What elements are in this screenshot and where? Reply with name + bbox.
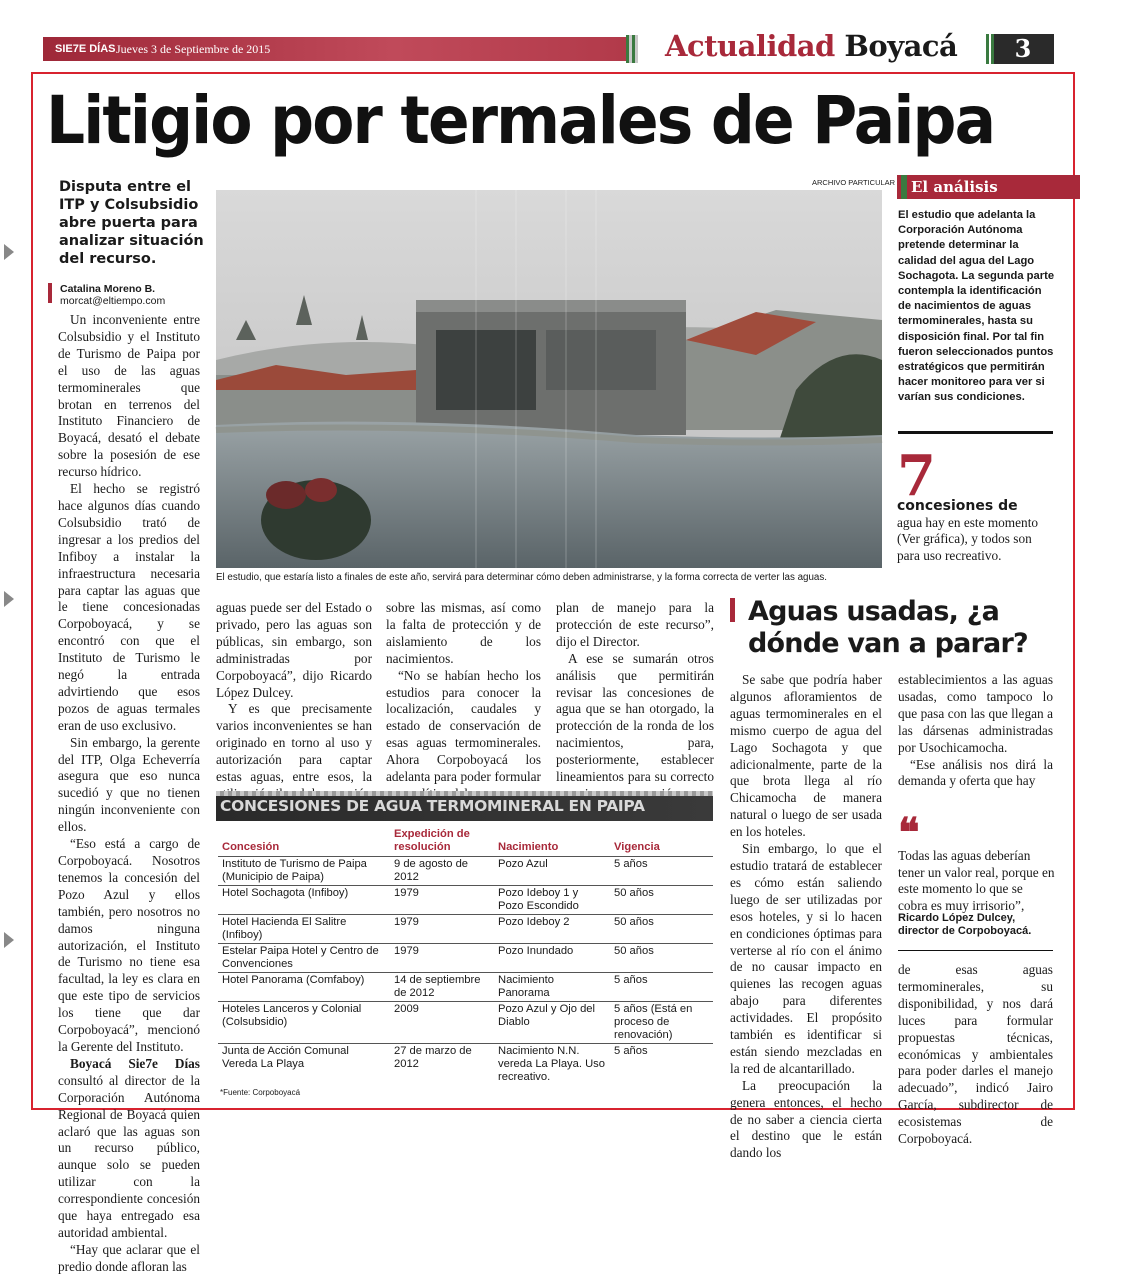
story-marker bbox=[730, 598, 735, 622]
stat-description: agua hay en este momento (Ver gráfica), y todos son para uso recreativo. bbox=[897, 514, 1039, 563]
paragraph: Un inconveniente entre Colsubsidio y el Instituto de Turismo de Paipa por el uso de las aguas termominerales que brotan en terrenos del Instituto Financiero de Boyacá, desató el debate sobre la posesión de ese recurso hídrico. bbox=[58, 312, 200, 480]
table-row bbox=[218, 944, 713, 973]
table-cell: Nacimiento Panorama bbox=[494, 973, 610, 1002]
table-cell: Hotel Panorama (Comfaboy) bbox=[218, 973, 390, 1002]
publication-date: Jueves 3 de Septiembre de 2015 bbox=[116, 42, 271, 56]
author-email: morcat@eltiempo.com bbox=[60, 295, 166, 307]
table-cell: Hoteles Lanceros y Colonial (Colsubsidio) bbox=[218, 1002, 390, 1044]
article-column-1 bbox=[58, 312, 200, 1276]
stat-number: 7 bbox=[897, 443, 936, 509]
paragraph: El hecho se registró hace algunos días cuando Colsubsidio trató de ingresar a los predios del Infiboy a instalar la infraestructura necesaria para captar las aguas que le tiene concesionadas Corpoboyacá, y se encontró con que el Instituto de Turismo le negó la entrada advirtiendo que esos pozos de aguas termales eran de uso exclusivo. bbox=[58, 481, 200, 733]
table-cell: 5 años bbox=[614, 1045, 648, 1057]
table-cell: Junta de Acción Comunal Vereda La Playa bbox=[222, 1045, 349, 1070]
table-cell: 50 años bbox=[610, 886, 713, 915]
paragraph: Sin embargo, la gerente del ITP, Olga Echeverría asegura que eso nunca sucedió y que no tienen ningún inconveniente con ellos. bbox=[58, 734, 200, 835]
paragraph: “No se habían hecho los estudios para conocer la localización, caudales y estado de conservación de esas aguas termominerales. Ahora Corpoboyacá los adelanta para poder formular bbox=[386, 667, 541, 785]
table-header-row bbox=[218, 828, 713, 857]
paper-name: SIE7E DÍAS bbox=[55, 43, 116, 55]
column-header: Vigencia bbox=[610, 828, 713, 857]
table-cell: Nacimiento N.N. vereda La Playa. Uso recreativo. bbox=[498, 1045, 605, 1083]
column-header: Concesión bbox=[218, 828, 390, 857]
secondary-column-1 bbox=[730, 672, 882, 1162]
table-title: CONCESIONES DE AGUA TERMOMINERAL EN PAIPA bbox=[216, 791, 713, 821]
article-column-3 bbox=[386, 600, 541, 803]
quote-icon: ❝ bbox=[898, 809, 920, 856]
table-cell: 5 años bbox=[610, 857, 713, 886]
table-cell: 5 años (Está en proceso de renovación) bbox=[610, 1002, 713, 1044]
header-stripes bbox=[626, 35, 638, 63]
author-name: Catalina Moreno B. bbox=[60, 283, 156, 295]
margin-marker bbox=[4, 932, 14, 948]
pull-quote: Todas las aguas deberían tener un valor real, porque en este momento lo que se cobra es muy irrisorio”, bbox=[898, 848, 1055, 913]
quote-author: Ricardo López Dulcey, director de Corpoboyacá. bbox=[898, 912, 1032, 937]
paragraph-text: consultó al director de la Corporación Autónoma Regional de Boyacá quien aclaró que las aguas son un recurso público, aunque solo se pueden utilizar con la correspondiente concesión que haya entregado esa autoridad ambiental. bbox=[58, 1072, 200, 1240]
article-photo bbox=[216, 190, 882, 568]
table-cell: 50 años bbox=[610, 944, 713, 973]
table-cell: Hotel Sochagota (Infiboy) bbox=[218, 886, 390, 915]
paragraph: Y es que precisamente varios inconvenientes se han originado en torno al uso y autorización para captar estas aguas, entre esos, la bbox=[216, 701, 372, 785]
paragraph: “Eso está a cargo de Corpoboyacá. Nosotros tenemos la concesión del Pozo Azul y ellos también, pero nosotros no damos ninguna autorización, el Instituto de Turismo no tiene esa facultad, la ley es clara en que este tipo de servicios los tiene que dar Corpoboyacá”, mencionó la Gerente del Instituto. bbox=[58, 836, 200, 1054]
analysis-heading: El análisis bbox=[897, 175, 1080, 199]
section-title-b: Boyacá bbox=[844, 29, 958, 63]
paper-lead: Boyacá Sie7e Días bbox=[70, 1055, 200, 1071]
stat-text bbox=[897, 498, 1049, 564]
author-marker bbox=[48, 283, 52, 303]
table-cell: 1979 bbox=[390, 944, 494, 973]
table-cell: 1979 bbox=[390, 886, 494, 915]
table-cell: 14 de septiembre de 2012 bbox=[390, 973, 494, 1002]
table-cell: Hotel Hacienda El Salitre (Infiboy) bbox=[218, 915, 390, 944]
paragraph bbox=[58, 1056, 200, 1242]
table-cell: 2009 bbox=[390, 1002, 494, 1044]
paragraph: aguas puede ser del Estado o privado, pero las aguas son públicas, sin embargo, son administradas por Corpoboyacá”, dijo Ricardo López Dulcey. bbox=[216, 600, 372, 700]
photo-thermal-pool bbox=[216, 190, 882, 568]
paragraph: “Ese análisis nos dirá la demanda y oferta que hay bbox=[898, 756, 1053, 789]
paragraph: “Hay que aclarar que el predio donde afloran las bbox=[58, 1241, 200, 1274]
table-cell: Pozo Inundado bbox=[494, 944, 610, 973]
paragraph: establecimientos a las aguas usadas, como tampoco lo que pasa con las que llegan a las dársenas administradas por Usochicamocha. bbox=[898, 672, 1053, 755]
article-column-2 bbox=[216, 600, 372, 803]
table-cell: Instituto de Turismo de Paipa (Municipio de Paipa) bbox=[218, 857, 390, 886]
paragraph: A ese se sumarán otros análisis que permitirán revisar las concesiones de agua que se han otorgado, la protección de la ronda de los nacimientos, para, posteriormente, establecer lineamientos para su correcto bbox=[556, 650, 714, 785]
page-number: 3 bbox=[992, 34, 1054, 64]
paragraph: sobre las mismas, así como la falta de protección y de aislamiento de los nacimientos. bbox=[386, 600, 541, 666]
paragraph: Sin embargo, lo que el estudio tratará de establecer es cómo están saliendo luego de ser utilizadas por esos hoteles, y si lo hacen en condiciones óptimas para verterse al río con el ánimo de no causar impacto en quienes las recogen aguas abajo para diferentes actividades. El propósito también es identificar si están siendo mezcladas en la red de alcantarillado. bbox=[730, 841, 882, 1076]
article-column-4 bbox=[556, 600, 714, 803]
table-row bbox=[218, 886, 713, 915]
table-row bbox=[218, 973, 713, 1002]
paragraph: plan de manejo para la protección de este recurso”, dijo el Director. bbox=[556, 600, 714, 649]
photo-caption: El estudio, que estaría listo a finales de este año, servirá para determinar cómo deben administrarse, y la forma correcta de verter las aguas. bbox=[216, 572, 827, 583]
table-source: *Fuente: Corpoboyacá bbox=[220, 1088, 301, 1097]
table-cell: Pozo Azul bbox=[494, 857, 610, 886]
table-cell: Pozo Ideboy 1 y Pozo Escondido bbox=[494, 886, 610, 915]
secondary-column-2-continued bbox=[898, 962, 1053, 1148]
subheadline: Disputa entre el ITP y Colsubsidio abre puerta para analizar situación del recurso. bbox=[59, 179, 204, 267]
table-cell: 1979 bbox=[390, 915, 494, 944]
analysis-text: El estudio que adelanta la Corporación Autónoma pretende determinar la calidad del agua del Lago Sochagota. La segunda parte contempla la identificación de nacimientos de aguas termominerales, hasta su disposición final. Por tal fin fueron seleccionados puntos estratégicos que permitirán hacer monitoreo para ver si varían sus condiciones. bbox=[898, 209, 1055, 404]
secondary-headline: Aguas usadas, ¿a dónde van a parar? bbox=[748, 596, 1028, 659]
column-header: Nacimiento bbox=[494, 828, 610, 857]
divider bbox=[898, 431, 1053, 434]
headline: Litigio por termales de Paipa bbox=[46, 82, 995, 159]
table-row bbox=[218, 857, 713, 886]
margin-marker bbox=[4, 244, 14, 260]
table-row bbox=[218, 1044, 713, 1086]
concessions-table bbox=[218, 828, 713, 1085]
table-cell: 27 de marzo de 2012 bbox=[394, 1045, 472, 1070]
byline bbox=[60, 283, 165, 307]
table-cell: 50 años bbox=[610, 915, 713, 944]
paragraph: de esas aguas termominerales, su disponibilidad, y nos dará luces para formular propuestas técnicas, económicas y ambientales para poder darles el manejo adecuado”, indicó Jairo García, subdirector de ecosistemas de Corpoboyacá. bbox=[898, 962, 1053, 1147]
photo-credit: ARCHIVO PARTICULAR bbox=[812, 178, 896, 187]
column-header: Expedición de resolución bbox=[390, 828, 494, 857]
table-cell: 5 años bbox=[610, 973, 713, 1002]
table-row bbox=[218, 915, 713, 944]
stat-bold: concesiones de bbox=[897, 498, 1018, 514]
section-title-a: Actualidad bbox=[665, 29, 845, 63]
table-cell: Estelar Paipa Hotel y Centro de Convenciones bbox=[218, 944, 390, 973]
section-title bbox=[665, 29, 957, 63]
paragraph: La preocupación la genera entonces, el hecho de no saber a ciencia cierta el destino que le están dando los bbox=[730, 1077, 882, 1161]
paragraph: Se sabe que podría haber algunos afloramientos de aguas termominerales en el mismo cuerpo de agua del Lago Sochagota y que adicionalmente, parte de la que brota llega al río Chicamocha de manera natural o luego de ser usada en los hoteles. bbox=[730, 672, 882, 840]
secondary-column-2 bbox=[898, 672, 1053, 790]
table-cell: Pozo Azul y Ojo del Diablo bbox=[494, 1002, 610, 1044]
margin-marker bbox=[4, 591, 14, 607]
table-row bbox=[218, 1002, 713, 1044]
table-cell: Pozo Ideboy 2 bbox=[494, 915, 610, 944]
divider bbox=[898, 950, 1053, 951]
table-cell: 9 de agosto de 2012 bbox=[390, 857, 494, 886]
